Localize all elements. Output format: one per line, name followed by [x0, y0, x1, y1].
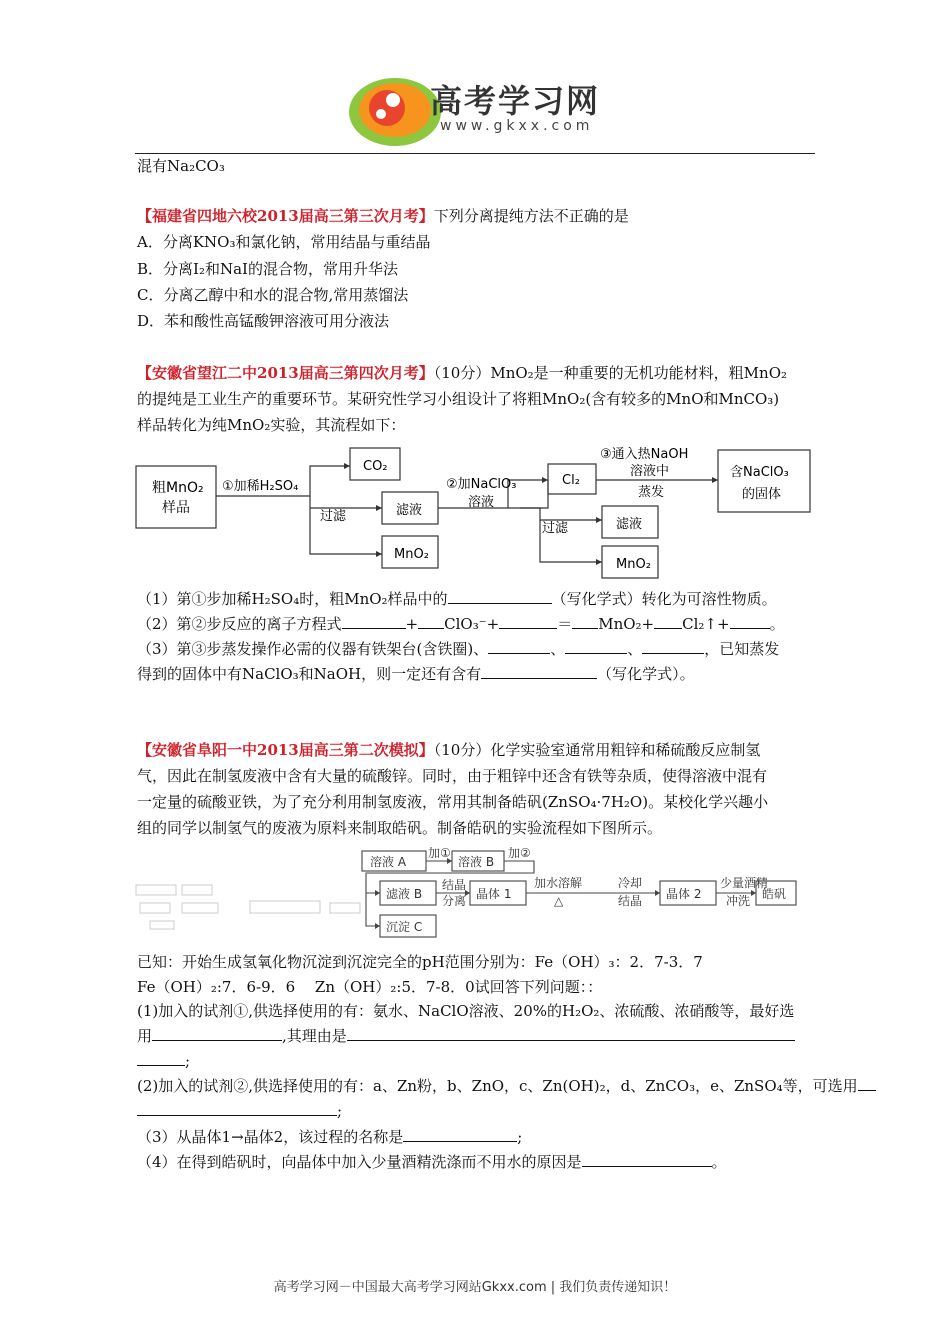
- q3-sub2-end: ;: [337, 1102, 343, 1120]
- q2-sub2-a: （2）第②步反应的离子方程式: [137, 615, 342, 633]
- flow2-solB: 溶液 B: [458, 855, 495, 869]
- flow-cl2: Cl₂: [562, 473, 580, 488]
- logo-url: www.gkxx.com: [440, 118, 594, 134]
- flow2-filtB: 滤液 B: [386, 887, 423, 901]
- flow2-cool-2: 结晶: [618, 894, 643, 908]
- flow-mno2b: MnO₂: [616, 557, 651, 572]
- flow-filter2: 过滤: [542, 521, 569, 536]
- q2-sub3-b: 、: [550, 640, 566, 658]
- q3-sub4-blank[interactable]: [582, 1152, 712, 1167]
- q2-intro-1: （10分）MnO₂是一种重要的无机功能材料，粗MnO₂: [433, 364, 787, 382]
- q2-sub2-blank5[interactable]: [654, 614, 682, 629]
- lead-text: 混有Na₂CO₃: [137, 157, 225, 175]
- q3-sub1-blank2[interactable]: [347, 1026, 795, 1041]
- q1-option-c: C．分离乙醇中和水的混合物,常用蒸馏法: [137, 286, 409, 304]
- flow2-add2: 加②: [508, 846, 531, 860]
- q2-sub2-f: Cl₂↑+: [682, 615, 730, 633]
- flow-filtrate1: 滤液: [396, 503, 423, 518]
- q2-sub2-b: +: [405, 615, 419, 633]
- flow2-tri: △: [554, 894, 564, 908]
- q2-sub1-a: （1）第①步加稀H₂SO₄时，粗MnO₂样品中的: [137, 590, 448, 608]
- q3-sub4-end: 。: [711, 1153, 727, 1171]
- q2-sub3-blank2[interactable]: [565, 639, 627, 654]
- q2-sub2-blank1[interactable]: [342, 614, 406, 629]
- q3-sub1-use: 用: [137, 1027, 153, 1045]
- logo-title: 高考学习网: [430, 82, 601, 120]
- q1-option-d: D．苯和酸性高锰酸钾溶液可用分液法: [137, 312, 390, 330]
- q2-heading: [137, 363, 787, 383]
- q2-intro-3: 样品转化为纯MnO₂实验，其流程如下：: [137, 416, 406, 434]
- q3-intro-2: 气，因此在制氢废液中含有大量的硫酸锌。同时，由于粗锌中还含有铁等杂质，使得溶液中混有: [137, 767, 768, 785]
- faded-flow-fragment: [136, 885, 360, 929]
- q2-sub2-blank4[interactable]: [572, 614, 598, 629]
- flow-end-1: 含NaClO₃: [730, 465, 789, 480]
- q1-option-a: A．分离KNO₃和氯化钠，常用结晶与重结晶: [137, 233, 431, 251]
- q3-sub3: [137, 1127, 522, 1147]
- q2-sub2-g: 。: [769, 615, 785, 633]
- flow2-dissolve: 加水溶解: [534, 876, 583, 890]
- flow-step3-2: 溶液中: [630, 464, 670, 479]
- q2-sub4-blank[interactable]: [481, 664, 597, 679]
- flow-start-1: 粗MnO₂: [152, 480, 204, 496]
- flow2-add1: 加①: [428, 846, 451, 860]
- q1-option-b: B．分离I₂和NaI的混合物，常用升华法: [137, 260, 398, 278]
- q2-intro-2: 的提纯是工业生产的重要环节。某研究性学习小组设计了将粗MnO₂(含有较多的MnO和MnCO₃): [137, 390, 780, 408]
- q3-heading: [137, 740, 760, 760]
- flow2-cryst-1: 结晶: [442, 878, 467, 892]
- flow-co2: CO₂: [363, 459, 388, 474]
- flow-filter1: 过滤: [320, 509, 347, 524]
- q2-sub3-d: ，已知蒸发: [704, 640, 780, 658]
- q2-sub3-c: 、: [627, 640, 643, 658]
- q3-intro-1: （10分）化学实验室通常用粗锌和稀硫酸反应制氢: [433, 741, 761, 759]
- q2-sub3: [137, 639, 779, 659]
- q3-sub3-end: ;: [517, 1128, 523, 1146]
- q2-sub2-blank6[interactable]: [730, 614, 770, 629]
- header-rule: [135, 153, 815, 154]
- q3-sub2-line2: [137, 1101, 342, 1121]
- q2-sub3-blank3[interactable]: [642, 639, 704, 654]
- q2-sub2-blank3[interactable]: [499, 614, 557, 629]
- flow-mno2a: MnO₂: [394, 547, 429, 562]
- site-logo: [345, 70, 625, 150]
- q1-heading: [137, 206, 629, 226]
- flow-step3-1: ③通入热NaOH: [600, 447, 689, 462]
- q2-sub2-c: ClO₃⁻+: [444, 615, 500, 633]
- q2-sub2-e: MnO₂+: [598, 615, 655, 633]
- q3-sub3-text: （3）从晶体1→晶体2，该过程的名称是: [137, 1128, 404, 1146]
- flow-step3-3: 蒸发: [638, 485, 665, 500]
- q3-sub2-line1: [137, 1076, 876, 1096]
- zinc-flow-diagram: [130, 845, 810, 940]
- q3-sub3-blank[interactable]: [403, 1127, 517, 1142]
- q3-sub2-blank2[interactable]: [137, 1101, 337, 1116]
- q3-sub1-line3: [137, 1051, 190, 1071]
- flow2-solA: 溶液 A: [370, 855, 407, 869]
- q2-sub1-b: （写化学式）转化为可溶性物质。: [551, 590, 777, 608]
- flow2-pptC: 沉淀 C: [386, 920, 423, 934]
- q2-sub1-blank[interactable]: [448, 589, 552, 604]
- q3-sub1-reason: ,其理由是: [282, 1027, 347, 1045]
- q2-sub4: [137, 664, 695, 684]
- q3-sub1-blank3[interactable]: [137, 1051, 185, 1066]
- q3-sub2-blank1[interactable]: [858, 1076, 876, 1091]
- q2-sub2: [137, 614, 785, 634]
- flow2-wash-1: 少量酒精: [720, 876, 769, 890]
- q2-sub4-a: 得到的固体中有NaClO₃和NaOH，则一定还有含有: [137, 665, 482, 683]
- q2-sub3-blank1[interactable]: [488, 639, 550, 654]
- q3-sub4: [137, 1152, 727, 1172]
- flow-start-2: 样品: [162, 500, 190, 516]
- flow2-wash-2: 冲洗: [726, 894, 751, 908]
- flow2-cool-1: 冷却: [618, 876, 643, 890]
- mno2-flow-diagram: [130, 440, 820, 582]
- q2-source: 【安徽省望江二中2013届高三第四次月考】: [137, 364, 434, 382]
- q3-sub1-line1: (1)加入的试剂①,供选择使用的有：氨水、NaClO溶液、20%的H₂O₂、浓硫酸、浓硝酸等，最好选: [137, 1002, 795, 1020]
- q2-sub2-blank2[interactable]: [418, 614, 444, 629]
- q1-stem: 下列分离提纯方法不正确的是: [433, 207, 629, 225]
- q3-sub2-text: (2)加入的试剂②,供选择使用的有：a、Zn粉，b、ZnO，c、Zn(OH)₂，d、ZnCO₃，e、ZnSO₄等，可选用: [137, 1077, 858, 1095]
- q3-source: 【安徽省阜阳一中2013届高三第二次模拟】: [137, 741, 434, 759]
- q3-sub4-text: （4）在得到皓矾时，向晶体中加入少量酒精洗涤而不用水的原因是: [137, 1153, 582, 1171]
- flow-box-end: [718, 450, 810, 512]
- flow2-cr1: 晶体 1: [476, 887, 512, 901]
- flow2-cryst-2: 分离: [442, 894, 467, 908]
- flow-step1: ①加稀H₂SO₄: [222, 479, 299, 494]
- flow2-cr2: 晶体 2: [666, 887, 702, 901]
- page-footer: 高考学习网－中国最大高考学习网站Gkxx.com | 我们负责传递知识！: [273, 1280, 677, 1295]
- q3-known-2: Fe（OH）₂:7．6-9．6 Zn（OH）₂:5．7-8．0试回答下列问题：：: [137, 978, 603, 996]
- q2-sub1: [137, 589, 777, 609]
- q3-sub1-blank1[interactable]: [152, 1026, 282, 1041]
- flow-step2-1: ②加NaClO₃: [446, 477, 517, 492]
- flow-filtrate2: 滤液: [616, 517, 643, 532]
- q3-intro-4: 组的同学以制氢气的废液为原料来制取皓矾。制备皓矾的实验流程如下图所示。: [137, 819, 663, 837]
- flow2-product: 皓矾: [762, 887, 787, 901]
- q2-sub3-a: （3）第③步蒸发操作必需的仪器有铁架台(含铁圈)、: [137, 640, 489, 658]
- flow-box-start: [136, 466, 216, 528]
- flow-step2-2: 溶液: [468, 495, 495, 510]
- q3-known-1: 已知：开始生成氢氧化物沉淀到沉淀完全的pH范围分别为：Fe（OH）₃：2．7-3．7: [137, 953, 703, 971]
- q2-sub2-d: ＝: [557, 615, 573, 633]
- q3-sub1-end: ;: [185, 1052, 191, 1070]
- flow-end-2: 的固体: [742, 487, 782, 502]
- q2-sub4-b: （写化学式）。: [597, 665, 695, 683]
- q1-source: 【福建省四地六校2013届高三第三次月考】: [137, 207, 434, 225]
- q3-intro-3: 一定量的硫酸亚铁，为了充分利用制氢废液，常用其制备皓矾(ZnSO₄·7H₂O)。某校化学兴趣小: [137, 793, 769, 811]
- q3-sub1-line2: [137, 1026, 795, 1046]
